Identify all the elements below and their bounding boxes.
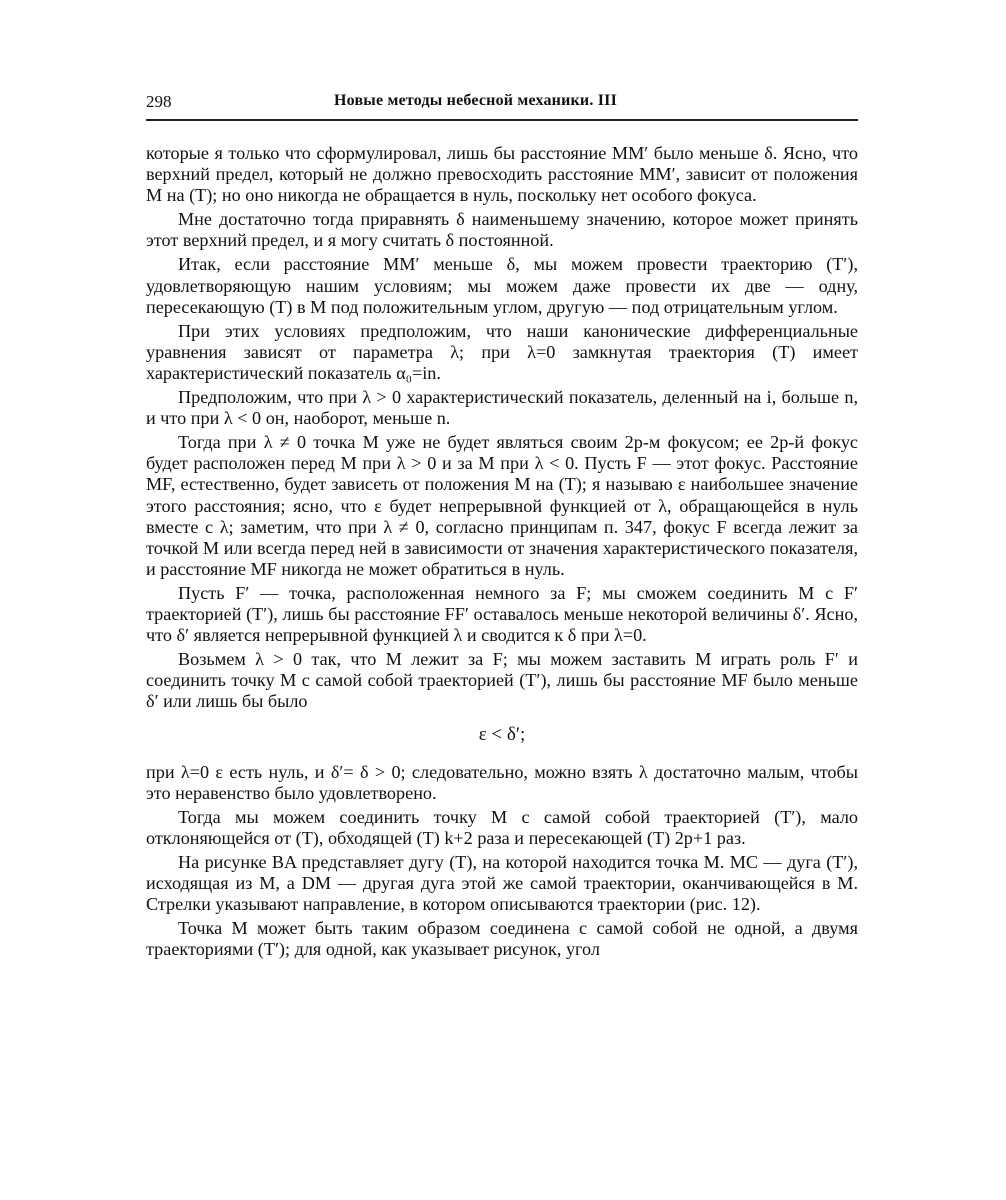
paragraph: Возьмем λ > 0 так, что M лежит за F; мы можем заставить M играть роль F′ и соединить точку M с самой собой траекторией (T′), лишь бы расстояние MF было меньше δ′ или лишь бы было	[146, 649, 858, 712]
paragraph: которые я только что сформулировал, лишь бы расстояние MM′ было меньше δ. Ясно, что верхний предел, который не должно превосходить расстояние MM′, зависит от положения M на (T); но оно никогда не обращается в нуль, поскольку нет особого фокуса.	[146, 143, 858, 206]
page-header	[146, 90, 858, 118]
page-number: 298	[146, 92, 172, 111]
running-title: Новые методы небесной механики. III	[334, 92, 618, 109]
paragraph: При этих условиях предположим, что наши канонические дифференциальные уравнения зависят от параметра λ; при λ=0 замкнутая траектория (T) имеет характеристический показатель α₀=in.	[146, 320, 858, 383]
paragraph: Пусть F′ — точка, расположенная немного за F; мы сможем соединить M с F′ траекторией (T′), лишь бы расстояние FF′ оставалось меньше некоторой величины δ′. Ясно, что δ′ является непрерывной функцией λ и сводится к δ при λ=0.	[146, 582, 858, 646]
paragraph: Мне достаточно тогда приравнять δ наименьшему значению, которое может принять этот верхний предел, и я могу считать δ постоянной.	[146, 209, 858, 251]
paragraph: Итак, если расстояние MM′ меньше δ, мы можем провести траекторию (T′), удовлетворяющую нашим условиям; мы можем даже провести их две — одну, пересекающую (T) в M под положительным углом, другую — под отрицательным углом.	[146, 254, 858, 317]
paragraph: при λ=0 ε есть нуль, и δ′= δ > 0; следовательно, можно взять λ достаточно малым, чтобы это неравенство было удовлетворено.	[146, 761, 858, 803]
paragraph: Тогда при λ ≠ 0 точка M уже не будет являться своим 2p-м фокусом; ее 2p-й фокус будет расположен перед M при λ > 0 и за M при λ < 0. Пусть F — этот фокус. Расстояние MF, естественно, будет зависеть от положения M на (T); я называю ε наибольшее значение этого расстояния; ясно, что ε будет непрерывной функцией от λ, обращающейся в нуль вместе с λ; заметим, что при λ ≠ 0, согласно принципам п. 347, фокус F всегда лежит за точкой M или всегда перед ней в зависимости от значения характеристического показателя, и расстояние MF никогда не может обратиться в нуль.	[146, 432, 858, 579]
text-body	[146, 143, 858, 963]
paragraph: Предположим, что при λ > 0 характеристический показатель, деленный на i, больше n, и что при λ < 0 он, наоборот, меньше n.	[146, 387, 858, 429]
paragraph: Точка M может быть таким образом соединена с самой собой не одной, а двумя траекториями (T′); для одной, как указывает рисунок, угол	[146, 918, 858, 960]
header-rule	[146, 119, 858, 121]
paragraph: На рисунке BA представляет дугу (T), на которой находится точка M. MC — дуга (T′), исходящая из M, а DM — другая дуга этой же самой траектории, оканчивающейся в M. Стрелки указывают направление, в котором описываются траектории (рис. 12).	[146, 851, 858, 915]
display-equation: ε < δ′;	[478, 724, 526, 746]
paragraph: Тогда мы можем соединить точку M с самой собой траекторией (T′), мало отклоняющейся от (T), обходящей (T) k+2 раза и пересекающей (T) 2p+1 раз.	[146, 806, 858, 848]
